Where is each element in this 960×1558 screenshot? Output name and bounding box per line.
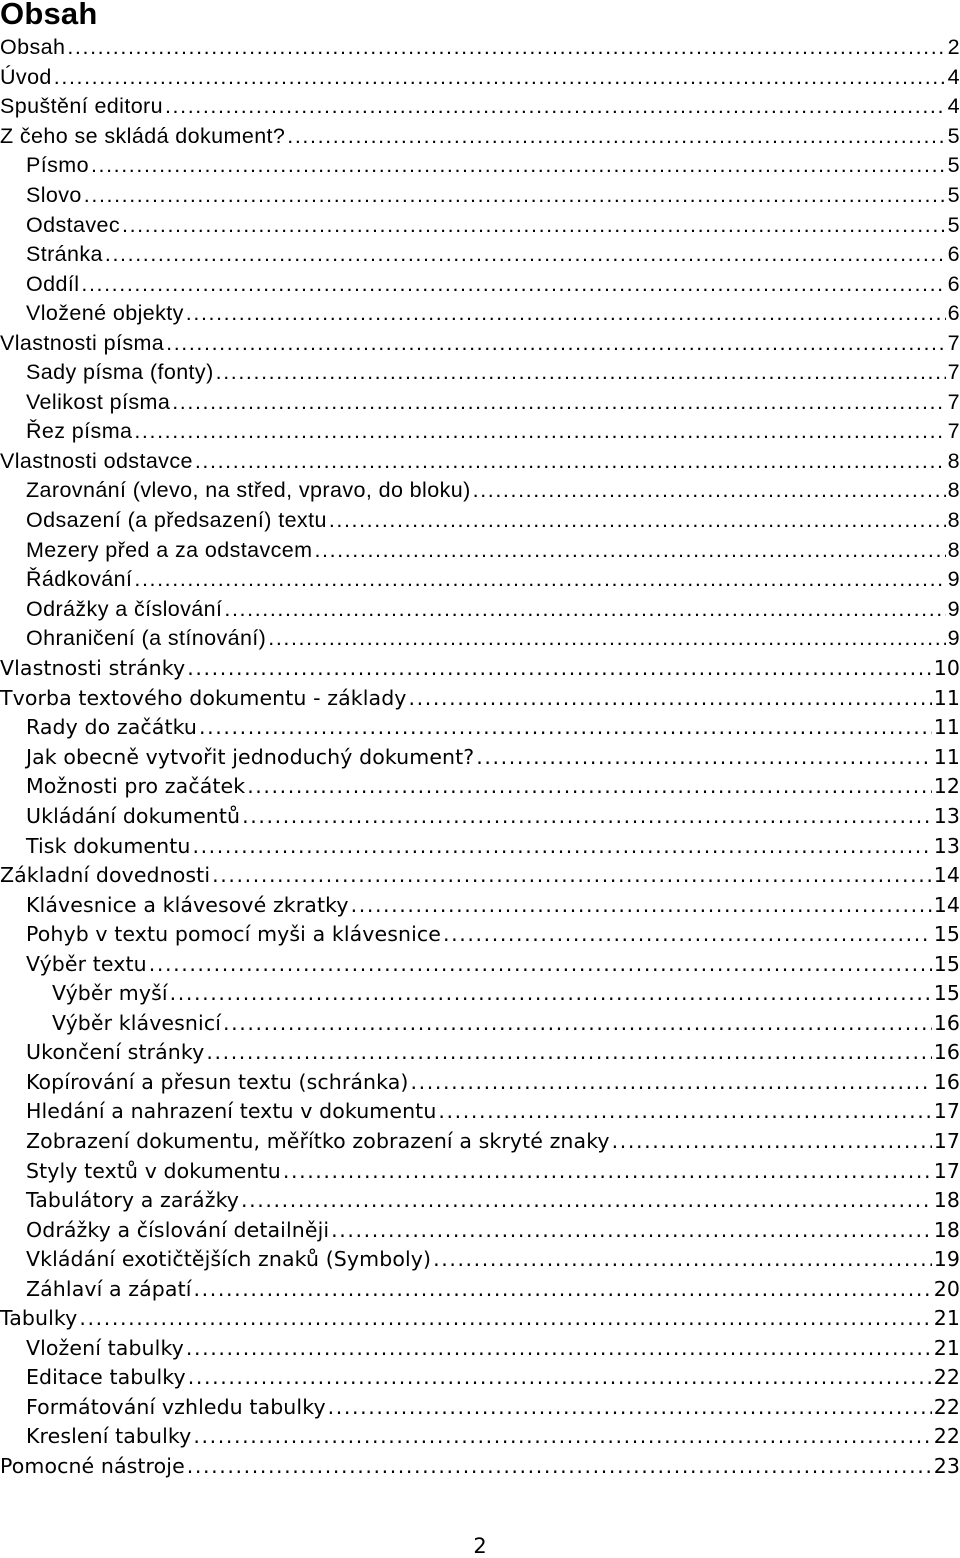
toc-entry-page-number: 7 [947,330,960,355]
toc-entry-page-number: 17 [933,1099,960,1124]
toc-dot-leader [81,272,945,297]
toc-entry[interactable] [0,949,960,979]
toc-entry-title: Zobrazení dokumentu, měřítko zobrazení a skryté znaky [26,1129,610,1153]
toc-entry-page-number: 6 [947,271,960,296]
toc-dot-leader [188,1365,932,1389]
toc-entry-page-number: 22 [933,1394,960,1419]
toc-entry-title: Jak obecně vytvořit jednoduchý dokument? [26,744,475,769]
toc-entry[interactable] [0,1097,960,1127]
toc-entry-title: Slovo [26,183,82,207]
toc-entry[interactable] [0,565,960,595]
toc-dot-leader [329,508,946,533]
toc-entry-page-number: 14 [933,863,960,888]
toc-dot-leader [247,774,932,798]
toc-entry-title: Možnosti pro začátek [26,774,246,799]
toc-entry-title: Ohraničení (a stínování) [26,626,267,651]
toc-entry-title: Tabulátory a zarážky [26,1188,240,1213]
toc-entry-title: Pomocné nástroje [0,1454,185,1479]
toc-entry[interactable] [0,506,960,536]
toc-dot-leader [149,952,932,976]
toc-entry-title: Vlastnosti písma [0,330,165,355]
toc-entry-page-number: 9 [947,626,960,651]
toc-entry-page-number: 20 [933,1276,960,1301]
toc-entry[interactable] [0,269,960,299]
toc-entry-title: Vložené objekty [26,301,184,326]
toc-dot-leader [186,1336,932,1360]
toc-entry-title: Řádkování [26,567,133,592]
toc-entry-title: Rady do začátku [26,715,198,740]
toc-entry[interactable] [0,1422,960,1452]
toc-dot-leader [212,863,932,887]
toc-dot-leader [216,360,946,385]
toc-entry[interactable] [0,1363,960,1393]
toc-entry[interactable] [0,683,960,713]
toc-entry-title: Obsah [0,35,66,60]
toc-dot-leader [314,538,945,563]
toc-entry-page-number: 13 [933,803,960,828]
toc-dot-leader [241,1188,932,1212]
toc-entry[interactable] [0,1304,960,1334]
toc-entry[interactable] [0,535,960,565]
toc-entry-title: Výběr klávesnicí [52,1010,221,1035]
toc-entry[interactable] [0,1008,960,1038]
toc-entry[interactable] [0,210,960,240]
toc-entry[interactable] [0,63,960,93]
toc-entry-title: Editace tabulky [26,1365,186,1390]
toc-entry[interactable] [0,1156,960,1186]
toc-entry-title: Odsazení (a předsazení) textu [26,508,327,533]
toc-entry-page-number: 5 [947,183,960,207]
toc-entry-title: Mezery před a za odstavcem [26,537,313,562]
toc-entry[interactable] [0,92,960,122]
toc-entry-title: Řez písma [26,419,133,444]
toc-entry[interactable] [0,653,960,683]
toc-entry-title: Odrážky a číslování detailněji [26,1217,330,1242]
toc-dot-leader [283,1159,932,1183]
toc-entry-title: Ukončení stránky [26,1040,205,1065]
toc-dot-leader [195,449,946,474]
toc-entry-title: Písmo [26,153,89,178]
toc-dot-leader [84,183,946,208]
toc-entry-page-number: 7 [947,389,960,414]
toc-entry[interactable] [0,122,960,152]
toc-dot-leader [170,981,932,1005]
toc-entry[interactable] [0,1244,960,1274]
toc-entry[interactable] [0,772,960,802]
toc-entry[interactable] [0,742,960,772]
toc-entry-page-number: 8 [947,478,960,503]
toc-entry[interactable] [0,624,960,654]
toc-entry-title: Vkládání exotičtějších znaků (Symboly) [26,1247,432,1272]
toc-entry-page-number: 23 [933,1454,960,1479]
toc-entry[interactable] [0,299,960,329]
toc-entry-page-number: 13 [933,833,960,858]
toc-entry-title: Klávesnice a klávesové zkratky [26,892,349,917]
toc-entry-title: Záhlaví a zápatí [26,1276,192,1301]
toc-entry-title: Hledání a nahrazení textu v dokumentu [26,1099,437,1124]
toc-entry-title: Spuštění editoru [0,94,163,119]
toc-entry[interactable] [0,240,960,270]
toc-entry-page-number: 16 [933,1010,960,1035]
toc-entry-page-number: 14 [933,892,960,917]
toc-entry[interactable] [0,358,960,388]
page-title: Obsah [0,0,98,31]
toc-entry[interactable] [0,919,960,949]
toc-entry-title: Vlastnosti stránky [0,656,186,681]
toc-entry-page-number: 18 [933,1217,960,1242]
toc-entry-page-number: 8 [947,448,960,473]
toc-entry-title: Kreslení tabulky [26,1424,192,1449]
toc-entry-page-number: 8 [947,508,960,533]
toc-entry-title: Formátování vzhledu tabulky [26,1394,326,1419]
toc-dot-leader [187,656,931,680]
toc-entry[interactable] [0,417,960,447]
toc-entry[interactable] [0,151,960,181]
toc-entry-page-number: 9 [947,596,960,621]
toc-entry-page-number: 21 [933,1335,960,1360]
toc-entry-page-number: 17 [933,1129,960,1153]
toc-dot-leader [172,390,945,415]
toc-entry-title: Styly textů v dokumentu [26,1158,281,1183]
toc-entry-title: Odrážky a číslování [26,596,223,621]
toc-entry[interactable] [0,1126,960,1156]
toc-entry-page-number: 8 [947,537,960,562]
toc-entry-title: Kopírování a přesun textu (schránka) [26,1069,409,1094]
toc-entry-page-number: 7 [947,360,960,385]
toc-entry-page-number: 11 [933,715,960,740]
toc-entry[interactable] [0,476,960,506]
toc-entry-page-number: 21 [933,1306,960,1331]
toc-dot-leader [287,124,945,149]
toc-entry-title: Pohyb v textu pomocí myši a klávesnice [26,922,441,947]
toc-entry-page-number: 2 [947,35,960,60]
toc-entry-page-number: 18 [933,1188,960,1213]
toc-entry[interactable] [0,181,960,211]
toc-entry[interactable] [0,1333,960,1363]
toc-dot-leader [473,478,946,503]
toc-dot-leader [105,242,946,267]
toc-entry[interactable] [0,1274,960,1304]
toc-dot-leader [199,715,932,739]
toc-entry-title: Základní dovednosti [0,863,211,888]
toc-dot-leader [134,567,945,592]
toc-entry-page-number: 19 [933,1247,960,1272]
toc-entry-page-number: 4 [947,94,960,119]
toc-entry[interactable] [0,447,960,477]
toc-entry[interactable] [0,1215,960,1245]
toc-entry-page-number: 7 [947,419,960,444]
toc-entry[interactable] [0,890,960,920]
toc-dot-leader [443,922,932,946]
toc-dot-leader [194,1277,932,1301]
toc-dot-leader [223,1011,932,1035]
toc-dot-leader [192,834,931,858]
toc-entry-page-number: 4 [947,64,960,89]
toc-dot-leader [351,893,932,917]
toc-entry[interactable] [0,1392,960,1422]
toc-dot-leader [331,1218,932,1242]
toc-entry[interactable] [0,1038,960,1068]
table-of-contents [0,33,960,1481]
toc-dot-leader [433,1247,932,1271]
toc-entry-page-number: 16 [933,1040,960,1065]
toc-entry[interactable] [0,1185,960,1215]
toc-entry-title: Odstavec [26,212,121,237]
toc-entry-title: Z čeho se skládá dokument? [0,123,286,148]
toc-entry-page-number: 11 [933,685,960,710]
toc-entry[interactable] [0,831,960,861]
toc-entry-title: Ukládání dokumentů [26,803,241,828]
toc-entry-title: Vložení tabulky [26,1335,184,1360]
toc-entry-title: Vlastnosti odstavce [0,448,193,473]
toc-entry-page-number: 17 [933,1158,960,1183]
toc-dot-leader [409,686,932,710]
toc-entry-page-number: 15 [933,922,960,947]
toc-entry-title: Výběr myší [52,981,168,1006]
toc-dot-leader [165,94,946,119]
toc-entry-page-number: 22 [933,1365,960,1390]
toc-entry-page-number: 9 [947,567,960,592]
toc-dot-leader [91,153,946,178]
toc-entry-page-number: 6 [947,242,960,267]
toc-dot-leader [187,1454,932,1478]
toc-entry-page-number: 16 [933,1069,960,1094]
toc-dot-leader [242,804,932,828]
toc-entry[interactable] [0,1067,960,1097]
toc-dot-leader [79,1306,931,1330]
toc-entry[interactable] [0,33,960,63]
toc-entry[interactable] [0,801,960,831]
toc-entry-title: Úvod [0,64,52,89]
toc-dot-leader [67,35,945,60]
toc-entry-title: Oddíl [26,271,80,296]
toc-entry-page-number: 22 [933,1424,960,1449]
toc-dot-leader [166,331,946,356]
toc-dot-leader [438,1099,931,1123]
toc-dot-leader [193,1424,931,1448]
toc-entry-page-number: 5 [947,123,960,148]
toc-entry-title: Tvorba textového dokumentu - základy [0,685,407,710]
toc-entry[interactable] [0,328,960,358]
footer-page-number: 2 [473,1534,487,1558]
toc-dot-leader [328,1395,932,1419]
toc-dot-leader [268,626,945,651]
toc-dot-leader [224,597,945,622]
toc-dot-leader [134,419,945,444]
toc-dot-leader [186,301,946,326]
toc-entry-page-number: 12 [933,774,960,799]
toc-entry[interactable] [0,979,960,1009]
toc-entry-page-number: 5 [947,153,960,178]
toc-entry-title: Tabulky [0,1306,78,1331]
toc-entry[interactable] [0,594,960,624]
toc-entry[interactable] [0,388,960,418]
toc-entry-title: Tisk dokumentu [26,833,191,858]
toc-entry-page-number: 10 [933,656,960,681]
toc-entry-page-number: 11 [933,744,960,769]
toc-entry-page-number: 15 [933,951,960,976]
toc-dot-leader [476,745,931,769]
toc-dot-leader [612,1129,932,1153]
toc-entry-page-number: 6 [947,301,960,326]
toc-entry-page-number: 15 [933,981,960,1006]
toc-dot-leader [54,65,946,90]
toc-entry[interactable] [0,713,960,743]
toc-entry-title: Zarovnání (vlevo, na střed, vpravo, do bloku) [26,478,471,503]
toc-dot-leader [206,1040,931,1064]
toc-entry-title: Výběr textu [26,951,147,976]
toc-dot-leader [411,1070,932,1094]
toc-entry-title: Stránka [26,242,103,267]
toc-entry-page-number: 5 [947,212,960,237]
toc-entry[interactable] [0,860,960,890]
toc-entry[interactable] [0,1451,960,1481]
toc-entry-title: Velikost písma [26,389,171,414]
toc-entry-title: Sady písma (fonty) [26,360,214,385]
toc-dot-leader [122,213,946,238]
